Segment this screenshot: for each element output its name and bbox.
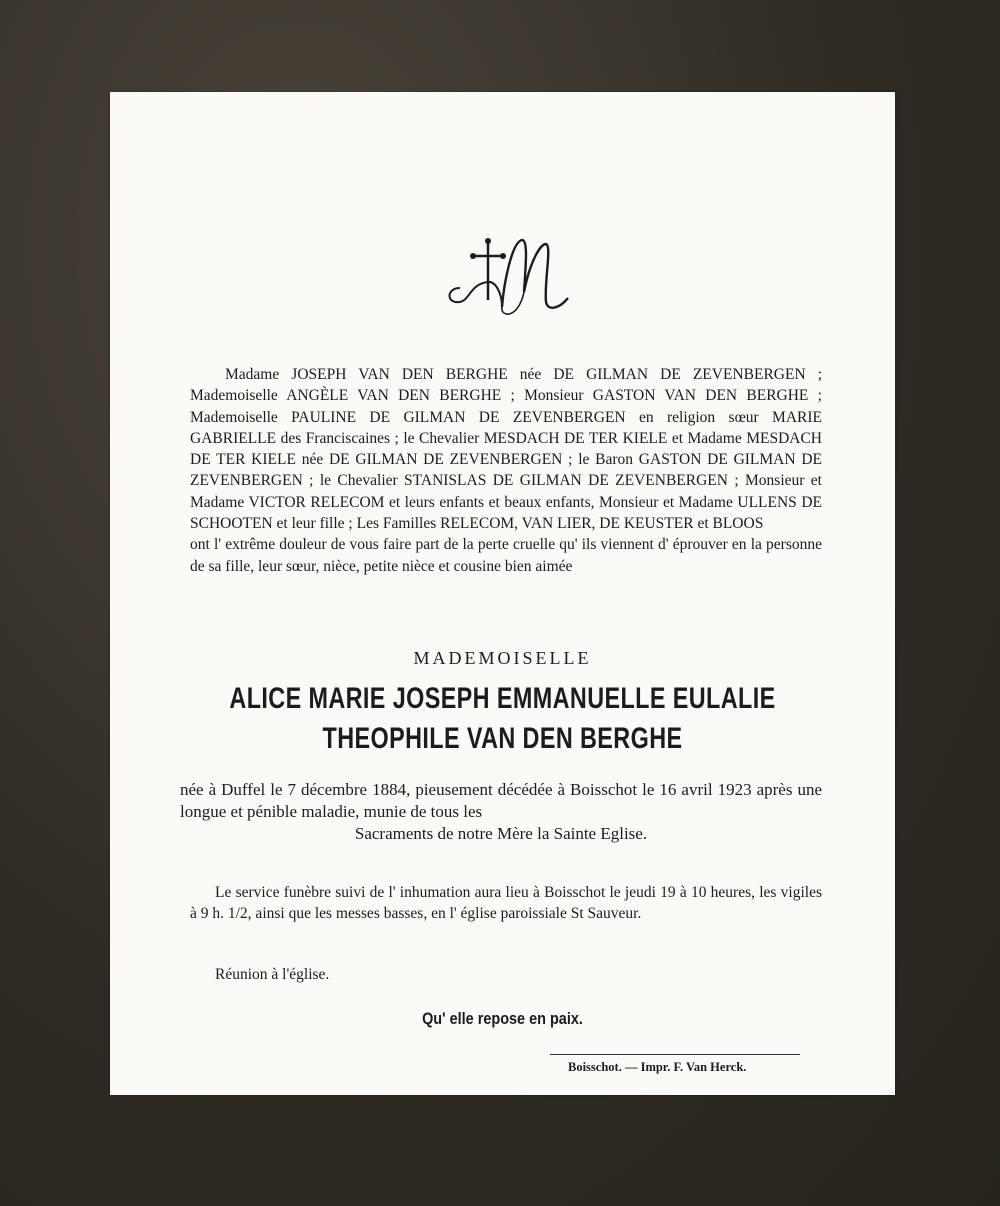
birth-death-text: née à Duffel le 7 décembre 1884, pieusement décédée à Boisschot le 16 avril 1923 après une longue et pénible maladie, munie de tous les [180,780,822,821]
memorial-card [110,92,895,1095]
divider [550,1054,800,1055]
family-announcement [190,364,822,577]
honorific: MADEMOISELLE [413,648,592,668]
funeral-service-info [190,882,822,924]
reunion-note: Réunion à l'église. [215,966,330,983]
birth-death-details [180,779,822,845]
service-text: Le service funèbre suivi de l' inhumation aura lieu à Boisschot le jeudi 19 à 10 heures, les vigiles à 9 h. 1/2, ainsi que les messes basses, en l' église paroissiale St Sauveur. [190,884,822,922]
rest-in-peace: Qu' elle repose en paix. [422,1009,583,1028]
printer-credit: Boisschot. — Impr. F. Van Herck. [568,1060,747,1074]
cross-and-m-monogram-icon [440,232,580,332]
deceased-name-line2: THEOPHILE VAN DEN BERGHE [322,722,683,755]
birth-death-last-line: Sacraments de notre Mère la Sainte Eglise. [354,824,648,843]
deceased-name-line1: ALICE MARIE JOSEPH EMMANUELLE EULALIE [229,682,776,715]
lead-continuation: ont l' extrême douleur de vous faire part de la perte cruelle qu' ils viennent d' éprouver en la personne de sa fille, leur sœur, nièce, petite nièce et cousine bien aimée [190,536,822,575]
lead-paragraph: Madame JOSEPH VAN DEN BERGHE née DE GILMAN DE ZEVENBERGEN ; Mademoiselle ANGÈLE VAN DEN BERGHE ; Monsieur GASTON VAN DEN BERGHE ; Mademoiselle PAULINE DE GILMAN DE ZEVENBERGEN en religion sœur MARIE GABRIELLE des Franciscaines ; le Chevalier MESDACH DE TER KIELE et Madame MESDACH DE TER KIELE née DE GILMAN DE ZEVENBERGEN ; le Baron GASTON DE GILMAN DE ZEVENBERGEN ; le Chevalier STANISLAS DE GILMAN DE ZEVENBERGEN ; Monsieur et Madame VICTOR RELECOM et leurs enfants et beaux enfants, Monsieur et Madame ULLENS DE SCHOOTEN et leur fille ; Les Familles RELECOM, VAN LIER, DE KEUSTER et BLOOS [190,366,822,533]
